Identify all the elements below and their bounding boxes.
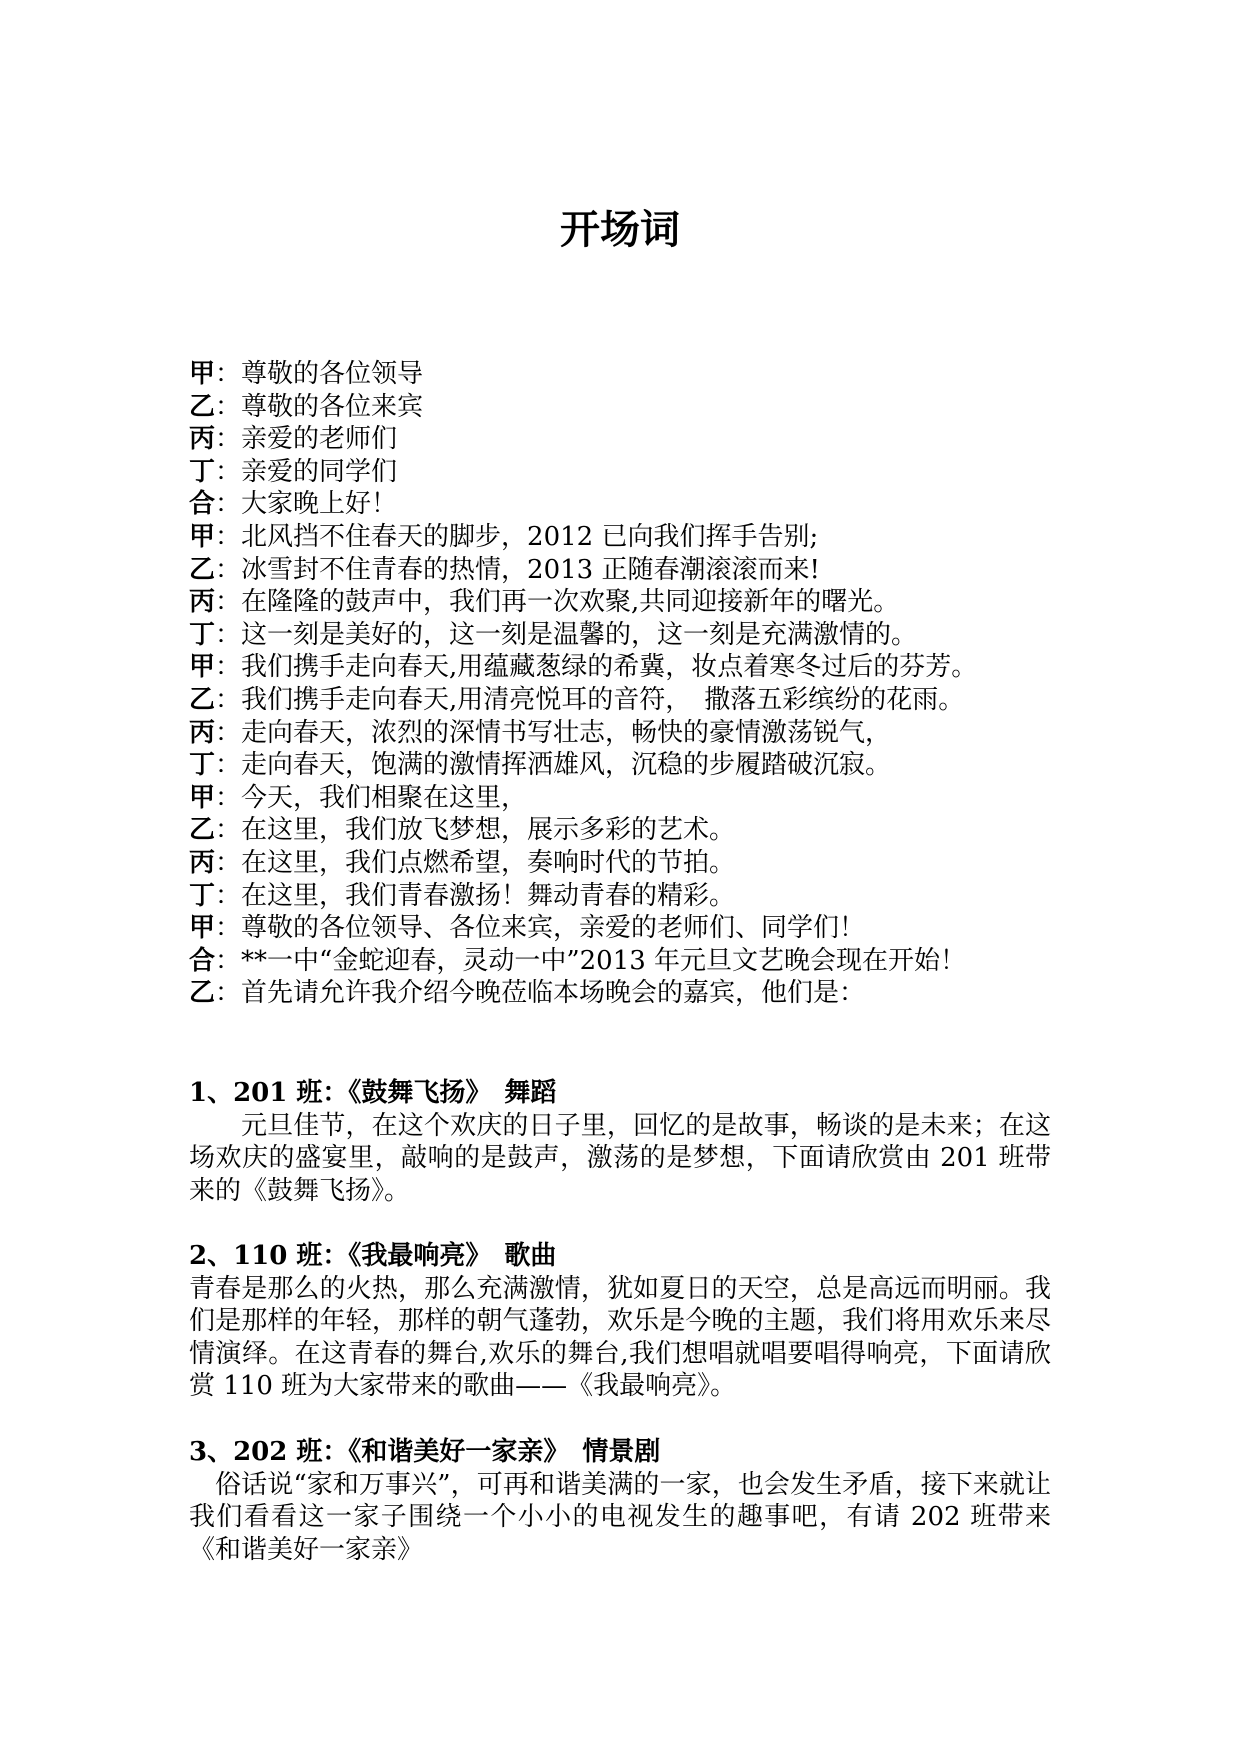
dialogue-line [189,814,1089,847]
speaker-separator: ： [215,945,242,976]
speaker-label: 乙 [189,391,216,422]
dialogue-text: 今天，我们相聚在这里， [241,782,528,813]
speaker-separator: ： [215,652,242,683]
speaker-separator: ： [215,619,242,650]
speaker-label: 乙 [189,978,216,1009]
dialogue-line [189,651,1089,684]
speaker-label: 甲 [189,521,216,552]
speaker-separator: ： [215,880,242,911]
dialogue-line [189,945,1089,978]
dialogue-line [189,488,1089,521]
dialogue-text: 亲爱的同学们 [241,456,398,487]
dialogue-line [189,912,1089,945]
dialogue-text: 在这里，我们点燃希望，奏响时代的节拍。 [241,847,736,878]
speaker-label: 丁 [189,880,216,911]
dialogue-line [189,619,1089,652]
speaker-separator: ： [215,717,242,748]
speaker-label: 丙 [189,424,216,455]
speaker-label: 乙 [189,554,216,585]
speaker-separator: ： [215,521,242,552]
program-heading: 1、201 班：《鼓舞飞扬》 舞蹈 [189,1078,557,1108]
dialogue-text: 走向春天，浓烈的深情书写壮志，畅快的豪情激荡锐气， [241,717,892,748]
speaker-separator: ： [215,424,242,455]
speaker-separator: ： [215,684,242,715]
speaker-label: 合 [189,945,216,976]
program-introduction: 俗话说“家和万事兴”，可再和谐美满的一家，也会发生矛盾，接下来就让我们看看这一家子围绕一个小小的电视发生的趣事吧，有请 202 班带来《和谐美好一家亲》 [189,1469,1051,1565]
speaker-label: 甲 [189,782,216,813]
speaker-label: 丙 [189,717,216,748]
speaker-label: 甲 [189,359,216,389]
speaker-separator: ： [215,554,242,585]
speaker-separator: ： [215,456,242,487]
speaker-label: 乙 [189,815,216,846]
dialogue-text: 我们携手走向春天,用蕴藏葱绿的希冀，妆点着寒冬过后的芬芳。 [241,652,978,683]
dialogue-line [189,847,1089,880]
dialogue-line [189,717,1089,750]
speaker-label: 甲 [189,652,216,683]
dialogue-text: 尊敬的各位领导、各位来宾，亲爱的老师们、同学们！ [241,913,866,944]
dialogue-text: 在这里，我们放飞梦想，展示多彩的艺术。 [241,815,736,846]
program-heading: 2、110 班：《我最响亮》 歌曲 [189,1241,557,1271]
dialogue-line [189,554,1089,587]
dialogue-line [189,880,1089,913]
speaker-separator: ： [215,587,242,618]
dialogue-line [189,521,1089,554]
dialogue-text: 尊敬的各位来宾 [241,391,424,422]
dialogue-text: 尊敬的各位领导 [241,359,424,389]
dialogue-line [189,684,1089,717]
speaker-separator: ： [215,913,242,944]
speaker-separator: ： [215,815,242,846]
speaker-separator: ： [215,391,242,422]
dialogue-text: **一中“金蛇迎春，灵动一中”2013 年元旦文艺晚会现在开始！ [241,945,967,976]
dialogue-line [189,586,1089,619]
program-introduction: 元旦佳节，在这个欢庆的日子里，回忆的是故事，畅谈的是未来；在这场欢庆的盛宴里，敲响的是鼓声，激荡的是梦想，下面请欣赏由 201 班带来的《鼓舞飞扬》。 [189,1110,1051,1206]
speaker-label: 合 [189,489,216,520]
dialogue-text: 北风挡不住春天的脚步，2012 已向我们挥手告别; [241,521,819,552]
speaker-label: 丙 [189,587,216,618]
program-item [189,1240,1051,1403]
program-introduction: 青春是那么的火热，那么充满激情，犹如夏日的天空，总是高远而明丽。我们是那样的年轻，那样的朝气蓬勃，欢乐是今晚的主题，我们将用欢乐来尽情演绎。在这青春的舞台,欢乐的舞台,我们想唱就唱要唱得响亮，下面请欣赏 110 班为大家带来的歌曲——《我最响亮》。 [189,1273,1051,1402]
opening-dialogue [189,358,1089,1010]
dialogue-line [189,358,1089,391]
dialogue-text: 我们携手走向春天,用清亮悦耳的音符， 撒落五彩缤纷的花雨。 [241,684,965,715]
program-item [189,1436,1051,1566]
speaker-separator: ： [215,750,242,781]
dialogue-text: 在这里，我们青春激扬！舞动青春的精彩。 [241,880,736,911]
dialogue-line [189,749,1089,782]
dialogue-text: 在隆隆的鼓声中，我们再一次欢聚,共同迎接新年的曙光。 [241,587,900,618]
speaker-separator: ： [215,359,242,389]
speaker-label: 丁 [189,750,216,781]
dialogue-line [189,977,1089,1010]
dialogue-text: 冰雪封不住青春的热情，2013 正随春潮滚滚而来! [241,554,820,585]
dialogue-text: 亲爱的老师们 [241,424,398,455]
dialogue-text: 首先请允许我介绍今晚莅临本场晚会的嘉宾，他们是： [241,978,866,1009]
speaker-label: 甲 [189,913,216,944]
speaker-label: 乙 [189,684,216,715]
dialogue-line [189,456,1089,489]
speaker-separator: ： [215,978,242,1009]
dialogue-line [189,782,1089,815]
speaker-separator: ： [215,489,242,520]
speaker-label: 丙 [189,847,216,878]
program-heading: 3、202 班：《和谐美好一家亲》 情景剧 [189,1437,661,1467]
speaker-label: 丁 [189,456,216,487]
program-item [189,1077,1051,1207]
speaker-separator: ： [215,847,242,878]
dialogue-text: 这一刻是美好的，这一刻是温馨的，这一刻是充满激情的。 [241,619,918,650]
dialogue-line [189,391,1089,424]
speaker-label: 丁 [189,619,216,650]
dialogue-text: 大家晚上好！ [241,489,398,520]
dialogue-line [189,423,1089,456]
page-title: 开场词 [560,207,680,253]
speaker-separator: ： [215,782,242,813]
dialogue-text: 走向春天，饱满的激情挥洒雄风，沉稳的步履踏破沉寂。 [241,750,892,781]
